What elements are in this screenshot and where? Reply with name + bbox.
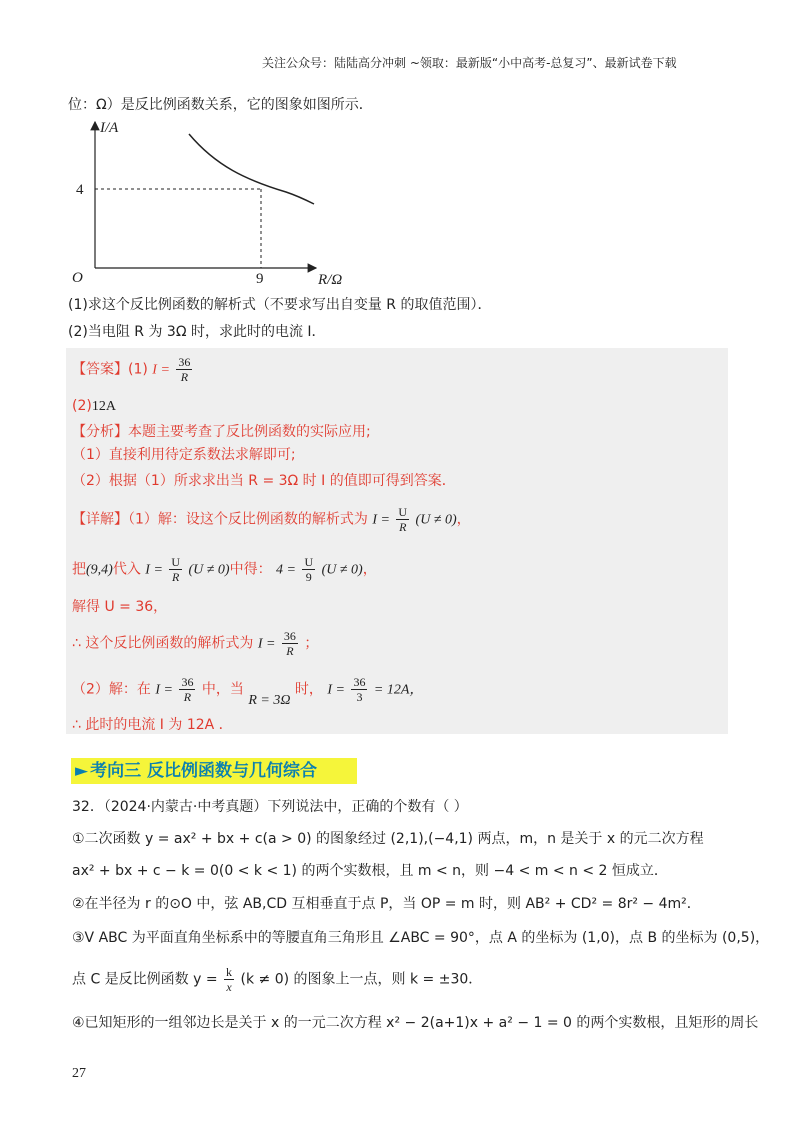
detail-line-5: （2）解：在 I = $\frac{36}{R}$ 中，当 R = 3Ω 时， I = $\frac{36}{3}$ = 12A， [72, 675, 424, 708]
statement-1a: ①二次函数 y = ax² + bx + c(a > 0) 的图象经过 (2,1),(−4,1) 两点，m，n 是关于 x 的元二次方程 [72, 831, 704, 847]
inverse-proportion-graph [66, 118, 366, 286]
intro-line: 位：Ω）是反比例函数关系，它的图象如图所示． [68, 97, 373, 113]
y-axis-label: I/A [100, 120, 119, 136]
statement-2: ②在半径为 r 的⊙O 中，弦 AB,CD 互相垂直于点 P，当 OP = m 时，则 AB² + CD² = 8r² − 4m²． [72, 896, 701, 912]
detail-line-4: ∴ 这个反比例函数的解析式为 I = $\frac{36}{R}$ ； [72, 629, 319, 658]
statement-3b: 点 C 是反比例函数 y = $\frac{k}{x}$ (k ≠ 0) 的图象上一点，则 k = ±30． [72, 965, 483, 994]
x-tick-label: 9 [256, 271, 264, 286]
answer-line-2: (2)12A [72, 398, 116, 414]
statement-3a: ③V ABC 为平面直角坐标系中的等腰直角三角形且 ∠ABC = 90°，点 A 的坐标为 (1,0)，点 B 的坐标为 (0,5)， [72, 930, 770, 946]
answer-line-1: 【答案】(1) I = $\frac{36}{R}$ [72, 355, 191, 384]
detail-line-6: ∴ 此时的电流 I 为 12A ． [72, 717, 233, 733]
question-2: (2)当电阻 R 为 3Ω 时，求此时的电流 I． [68, 324, 326, 340]
problem-32-stem: 32．（2024·内蒙古·中考真题）下列说法中，正确的个数有（ ） [72, 799, 468, 815]
origin-label: O [72, 270, 83, 286]
hyperbola-curve [189, 134, 314, 204]
section-heading: ► 考向三 反比例函数与几何综合 [71, 758, 357, 784]
detail-line-1: 【详解】（1）解：设这个反比例函数的解析式为 I = $\frac{U}{R}$ (U ≠ 0)， [72, 505, 471, 534]
detail-line-2: 把(9,4)代入 I = $\frac{U}{R}$ (U ≠ 0)中得： 4 = $\frac{U}{9}$ (U ≠ 0)， [72, 555, 377, 584]
detail-line-3: 解得 U = 36， [72, 599, 168, 615]
page-number: 27 [72, 1066, 86, 1081]
statement-4: ④已知矩形的一组邻边长是关于 x 的一元二次方程 x² − 2(a+1)x + a² − 1 = 0 的两个实数根，且矩形的周长 [72, 1015, 759, 1031]
y-tick-label: 4 [76, 182, 84, 198]
question-1: (1)求这个反比例函数的解析式（不要求写出自变量 R 的取值范围）． [68, 297, 492, 313]
analysis-title: 【分析】本题主要考查了反比例函数的实际应用; [72, 424, 371, 440]
analysis-point-1: （1）直接利用待定系数法求解即可; [72, 447, 296, 463]
x-axis-label: R/Ω [318, 272, 343, 286]
analysis-point-2: （2）根据（1）所求求出当 R = 3Ω 时 I 的值即可得到答案． [72, 473, 456, 489]
statement-1b: ax² + bx + c − k = 0(0 < k < 1) 的两个实数根，且 m < n，则 −4 < m < n < 2 恒成立． [72, 863, 668, 879]
arrow-icon: ► [75, 761, 89, 781]
page-header: 关注公众号：陆陆高分冲刺 ~领取：最新版“小中高考-总复习”、最新试卷下载 [262, 56, 677, 70]
